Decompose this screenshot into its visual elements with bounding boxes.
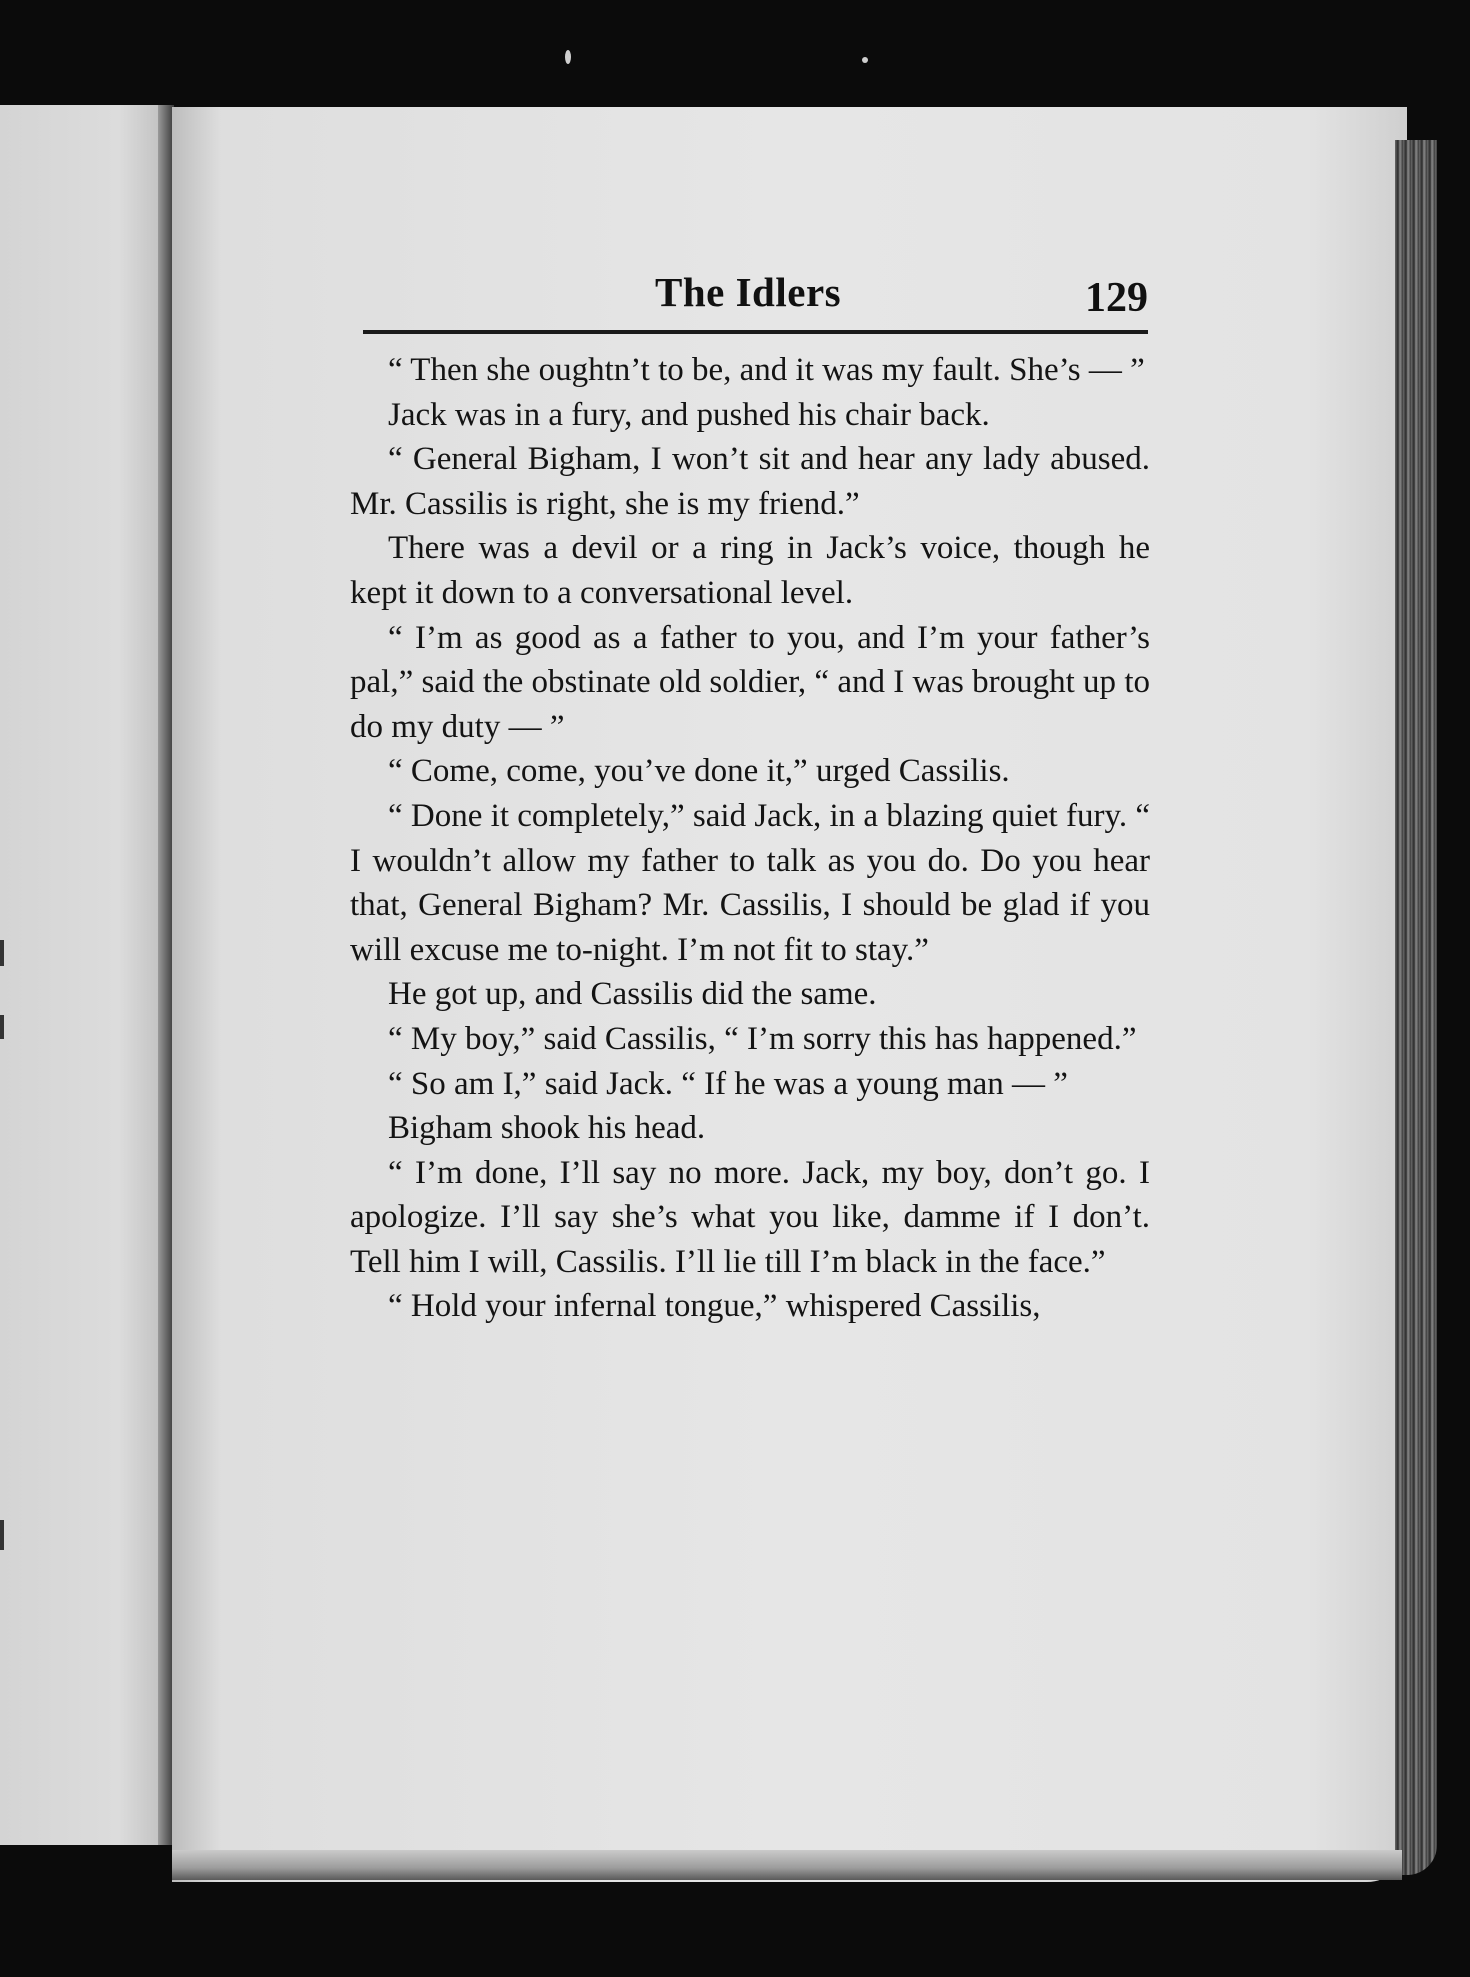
- running-title: The Idlers: [655, 269, 842, 315]
- left-page-margin-mark: [0, 1520, 4, 1550]
- paragraph: “ Done it completely,” said Jack, in a blazing quiet fury. “ I wouldn’t allow my father to talk as you do. Do you hear that, General Bigham? Mr. Cassilis, I should be glad if you will excuse me to-night. I’m not fit to stay.”: [350, 797, 1150, 968]
- left-page-margin-mark: [0, 940, 4, 966]
- paragraph: He got up, and Cassilis did the same.: [388, 976, 877, 1013]
- paragraph: “ I’m as good as a father to you, and I’m your father’s pal,” said the obstinate old soldier, “ and I was brought up to do my duty — ”: [350, 619, 1150, 745]
- scan-dust-spot: [565, 50, 571, 64]
- header-rule: [363, 330, 1148, 334]
- page-stack-edge: [1395, 140, 1437, 1875]
- paragraph: “ Hold your infernal tongue,” whispered Cassilis,: [388, 1288, 1041, 1325]
- scan-dust-spot: [862, 57, 868, 63]
- paragraph: “ So am I,” said Jack. “ If he was a young man — ”: [388, 1065, 1068, 1102]
- paragraph: “ General Bigham, I won’t sit and hear any lady abused. Mr. Cassilis is right, she is my friend.”: [350, 441, 1150, 522]
- left-page-margin-mark: [0, 1015, 4, 1039]
- body-text: [350, 348, 1150, 1329]
- paragraph: There was a devil or a ring in Jack’s voice, though he kept it down to a conversational level.: [350, 530, 1150, 611]
- page-number: 129: [1085, 275, 1148, 321]
- left-facing-page: [0, 105, 170, 1845]
- paragraph: Bigham shook his head.: [388, 1110, 706, 1147]
- paragraph: Jack was in a fury, and pushed his chair back.: [388, 396, 990, 433]
- running-header: [363, 268, 1148, 338]
- page-bottom-edge: [172, 1850, 1402, 1880]
- paragraph: “ Then she oughtn’t to be, and it was my fault. She’s — ”: [388, 352, 1145, 388]
- paragraph: “ Come, come, you’ve done it,” urged Cassilis.: [388, 753, 1010, 790]
- paragraph: “ I’m done, I’ll say no more. Jack, my boy, don’t go. I apologize. I’ll say she’s what you like, damme if I don’t. Tell him I will, Cassilis. I’ll lie till I’m black in the face.”: [350, 1154, 1150, 1280]
- paragraph: “ My boy,” said Cassilis, “ I’m sorry this has happened.”: [388, 1020, 1137, 1057]
